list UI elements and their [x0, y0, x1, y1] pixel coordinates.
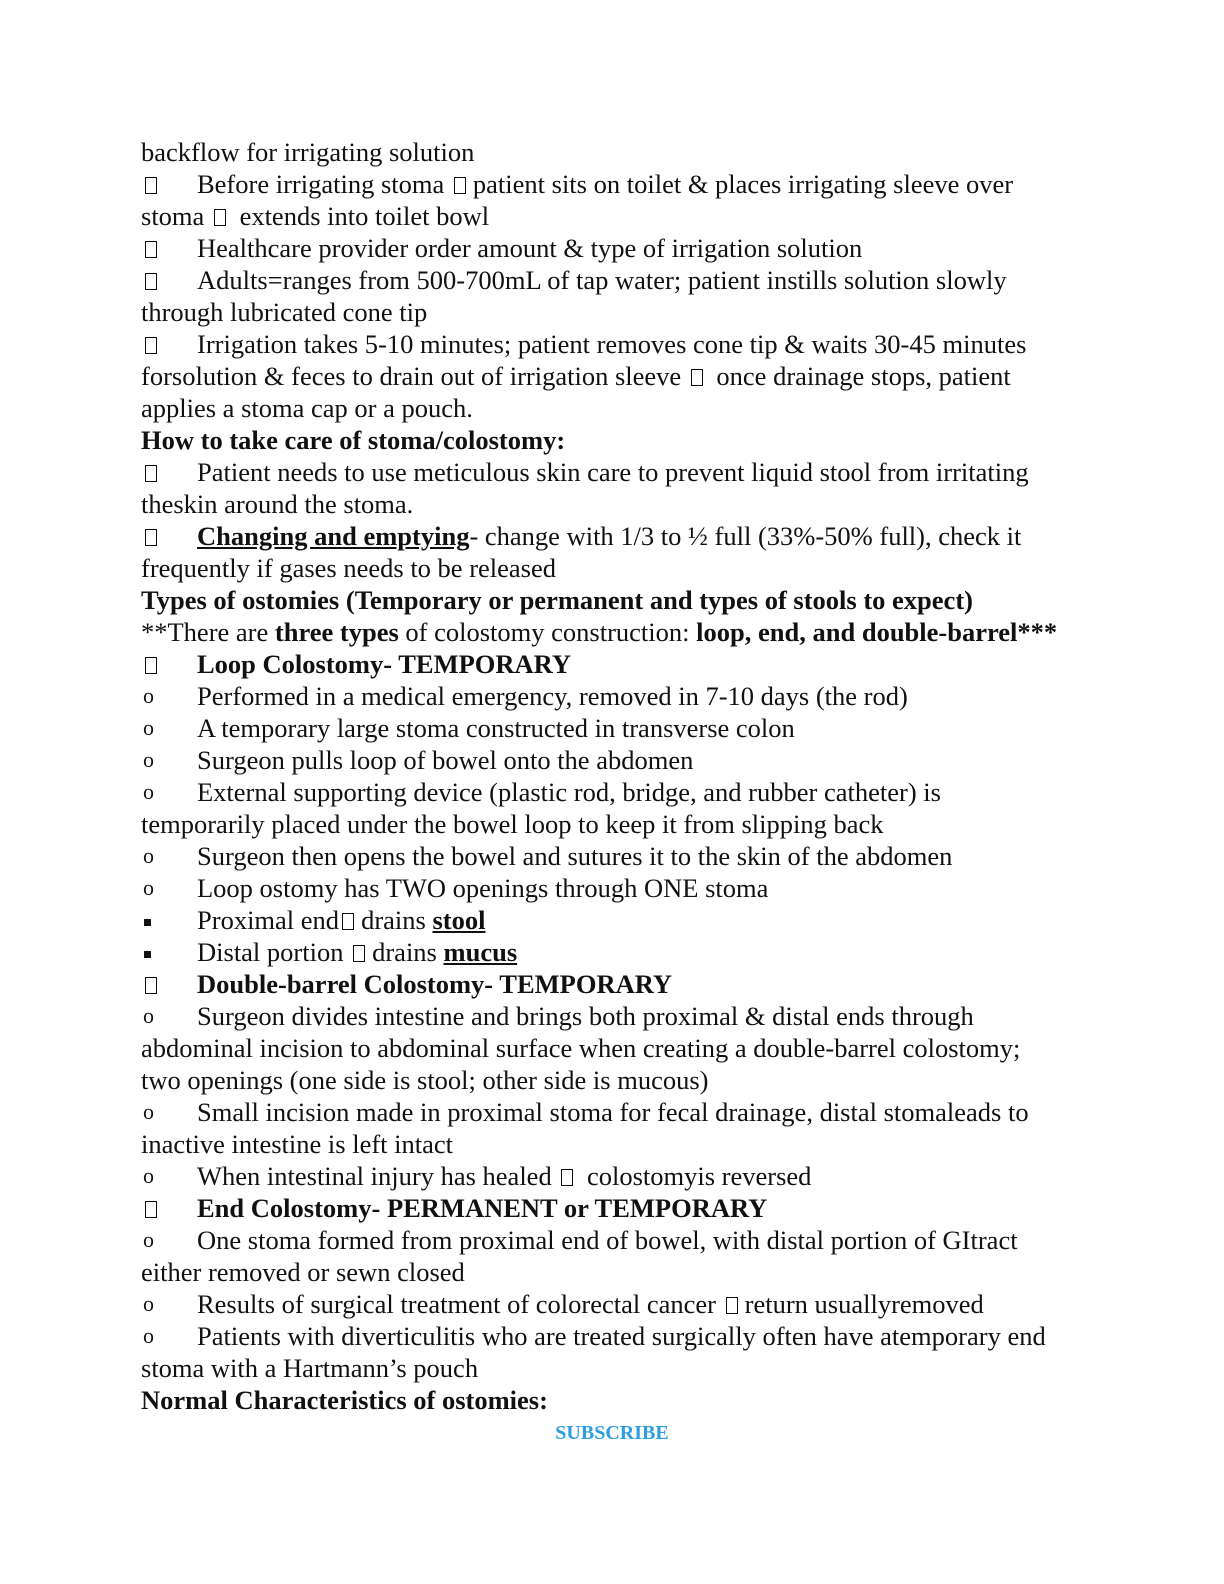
sub-bullet-item	[141, 712, 1091, 744]
bullet-box-icon	[145, 1201, 157, 1218]
text: temporarily placed under the bowel loop to keep it from slipping back	[141, 809, 884, 839]
text: either removed or sewn closed	[141, 1257, 465, 1287]
bullet-heading	[141, 1192, 1091, 1224]
arrow-placeholder-icon	[691, 369, 703, 386]
bullet-box-icon	[145, 977, 157, 994]
text: backflow for irrigating solution	[141, 137, 475, 167]
text: abdominal incision to abdominal surface when creating a double-barrel colostomy;	[141, 1033, 1021, 1063]
text-line	[141, 552, 1091, 584]
text: Adults=ranges from 500-700mL of tap water; patient instills solution slowly	[197, 265, 1007, 295]
section-heading	[141, 584, 1091, 616]
square-bullet-item	[141, 936, 1091, 968]
text-line	[141, 808, 1091, 840]
text-line	[141, 1256, 1091, 1288]
text-line	[141, 1352, 1091, 1384]
text: Performed in a medical emergency, removed in 7-10 days (the rod)	[197, 681, 908, 711]
text-line	[141, 1128, 1091, 1160]
text: forsolution & feces to drain out of irrigation sleeve	[141, 361, 682, 391]
sub-bullet-item	[141, 1320, 1091, 1352]
circle-bullet-icon: o	[143, 843, 154, 868]
sub-bullet-item	[141, 1096, 1091, 1128]
sub-bullet-item	[141, 840, 1091, 872]
underlined-term: Changing and emptying	[197, 521, 470, 551]
text: A temporary large stoma constructed in transverse colon	[197, 713, 795, 743]
arrow-placeholder-icon	[726, 1297, 738, 1314]
text: Loop ostomy has TWO openings through ONE stoma	[197, 873, 769, 903]
bullet-heading	[141, 968, 1091, 1000]
sub-bullet-item	[141, 680, 1091, 712]
text: Irrigation takes 5-10 minutes; patient removes cone tip & waits 30-45 minutes	[197, 329, 1027, 359]
text: colostomyis reversed	[586, 1161, 812, 1191]
text: Distal portion	[197, 937, 344, 967]
heading-text: Normal Characteristics of ostomies:	[141, 1385, 548, 1415]
bullet-item	[141, 232, 1091, 264]
text-line	[141, 392, 1091, 424]
text: Healthcare provider order amount & type of irrigation solution	[197, 233, 863, 263]
text: through lubricated cone tip	[141, 297, 428, 327]
subscribe-link[interactable]: SUBSCRIBE	[555, 1422, 669, 1444]
circle-bullet-icon: o	[143, 1323, 154, 1348]
circle-bullet-icon: o	[143, 779, 154, 804]
heading-text: Types of ostomies (Temporary or permanent and types of stools to expect)	[141, 585, 973, 615]
bullet-item	[141, 456, 1091, 488]
square-bullet-icon	[144, 951, 151, 958]
text: drains	[372, 937, 444, 967]
text-line	[141, 200, 1091, 232]
text: patient sits on toilet & places irrigating sleeve over	[472, 169, 1014, 199]
circle-bullet-icon: o	[143, 875, 154, 900]
text: Patients with diverticulitis who are treated surgically often have atemporary end	[197, 1321, 1046, 1351]
arrow-placeholder-icon	[342, 913, 354, 930]
bullet-item	[141, 328, 1091, 360]
circle-bullet-icon: o	[143, 1003, 154, 1028]
square-bullet-icon	[144, 919, 151, 926]
text: Surgeon pulls loop of bowel onto the abdomen	[197, 745, 694, 775]
bullet-heading	[141, 648, 1091, 680]
text: Before irrigating stoma	[197, 169, 445, 199]
text: Patient needs to use meticulous skin care to prevent liquid stool from irritating	[197, 457, 1029, 487]
text-line	[141, 1032, 1091, 1064]
text-line	[141, 296, 1091, 328]
arrow-placeholder-icon	[561, 1169, 573, 1186]
bullet-box-icon	[145, 529, 157, 546]
text: applies a stoma cap or a pouch.	[141, 393, 473, 423]
underlined-term: stool	[432, 905, 486, 935]
subheading-text: Double-barrel Colostomy- TEMPORARY	[197, 969, 673, 999]
underlined-term: mucus	[443, 937, 518, 967]
text: Small incision made in proximal stoma for fecal drainage, distal stomaleads to	[197, 1097, 1029, 1127]
bullet-box-icon	[145, 241, 157, 258]
section-heading	[141, 424, 1091, 456]
bold-text: three types	[274, 617, 399, 647]
text: inactive intestine is left intact	[141, 1129, 454, 1159]
sub-bullet-item	[141, 1224, 1091, 1256]
text: When intestinal injury has healed	[197, 1161, 552, 1191]
text: stoma with a Hartmann’s pouch	[141, 1353, 479, 1383]
text: **There are	[141, 617, 275, 647]
text: once drainage stops, patient	[716, 361, 1011, 391]
text: Proximal end	[197, 905, 340, 935]
text: One stoma formed from proximal end of bowel, with distal portion of GItract	[197, 1225, 1018, 1255]
bold-text: loop, end, and double-barrel***	[696, 617, 1058, 647]
text: drains	[361, 905, 433, 935]
text: - change with 1/3 to ½ full (33%-50% full), check it	[469, 521, 1022, 551]
text-line	[141, 136, 1091, 168]
sub-bullet-item	[141, 1160, 1091, 1192]
text: stoma	[141, 201, 205, 231]
text: of colostomy construction:	[398, 617, 697, 647]
circle-bullet-icon: o	[143, 683, 154, 708]
text: return usuallyremoved	[744, 1289, 984, 1319]
text-line	[141, 616, 1091, 648]
circle-bullet-icon: o	[143, 1291, 154, 1316]
text-line	[141, 488, 1091, 520]
bullet-box-icon	[145, 273, 157, 290]
bullet-item	[141, 168, 1091, 200]
bullet-item	[141, 264, 1091, 296]
text-line	[141, 360, 1091, 392]
text: extends into toilet bowl	[239, 201, 490, 231]
bullet-box-icon	[145, 177, 157, 194]
text: theskin around the stoma.	[141, 489, 414, 519]
square-bullet-item	[141, 904, 1091, 936]
sub-bullet-item	[141, 1000, 1091, 1032]
text: External supporting device (plastic rod, bridge, and rubber catheter) is	[197, 777, 941, 807]
subheading-text: Loop Colostomy- TEMPORARY	[197, 649, 572, 679]
sub-bullet-item	[141, 744, 1091, 776]
bullet-item	[141, 520, 1091, 552]
sub-bullet-item	[141, 872, 1091, 904]
text: frequently if gases needs to be released	[141, 553, 556, 583]
text: Results of surgical treatment of colorectal cancer	[197, 1289, 716, 1319]
sub-bullet-item	[141, 1288, 1091, 1320]
document-body	[141, 136, 1091, 1416]
subheading-text: End Colostomy- PERMANENT or TEMPORARY	[197, 1193, 768, 1223]
text: two openings (one side is stool; other side is mucous)	[141, 1065, 709, 1095]
arrow-placeholder-icon	[214, 209, 226, 226]
text-line	[141, 1064, 1091, 1096]
sub-bullet-item	[141, 776, 1091, 808]
circle-bullet-icon: o	[143, 715, 154, 740]
section-heading	[141, 1384, 1091, 1416]
bullet-box-icon	[145, 657, 157, 674]
circle-bullet-icon: o	[143, 747, 154, 772]
bullet-box-icon	[145, 337, 157, 354]
circle-bullet-icon: o	[143, 1099, 154, 1124]
arrow-placeholder-icon	[454, 177, 466, 194]
circle-bullet-icon: o	[143, 1227, 154, 1252]
heading-text: How to take care of stoma/colostomy:	[141, 425, 566, 455]
arrow-placeholder-icon	[353, 945, 365, 962]
bullet-box-icon	[145, 465, 157, 482]
circle-bullet-icon: o	[143, 1163, 154, 1188]
text: Surgeon then opens the bowel and sutures it to the skin of the abdomen	[197, 841, 953, 871]
text: Surgeon divides intestine and brings both proximal & distal ends through	[197, 1001, 974, 1031]
